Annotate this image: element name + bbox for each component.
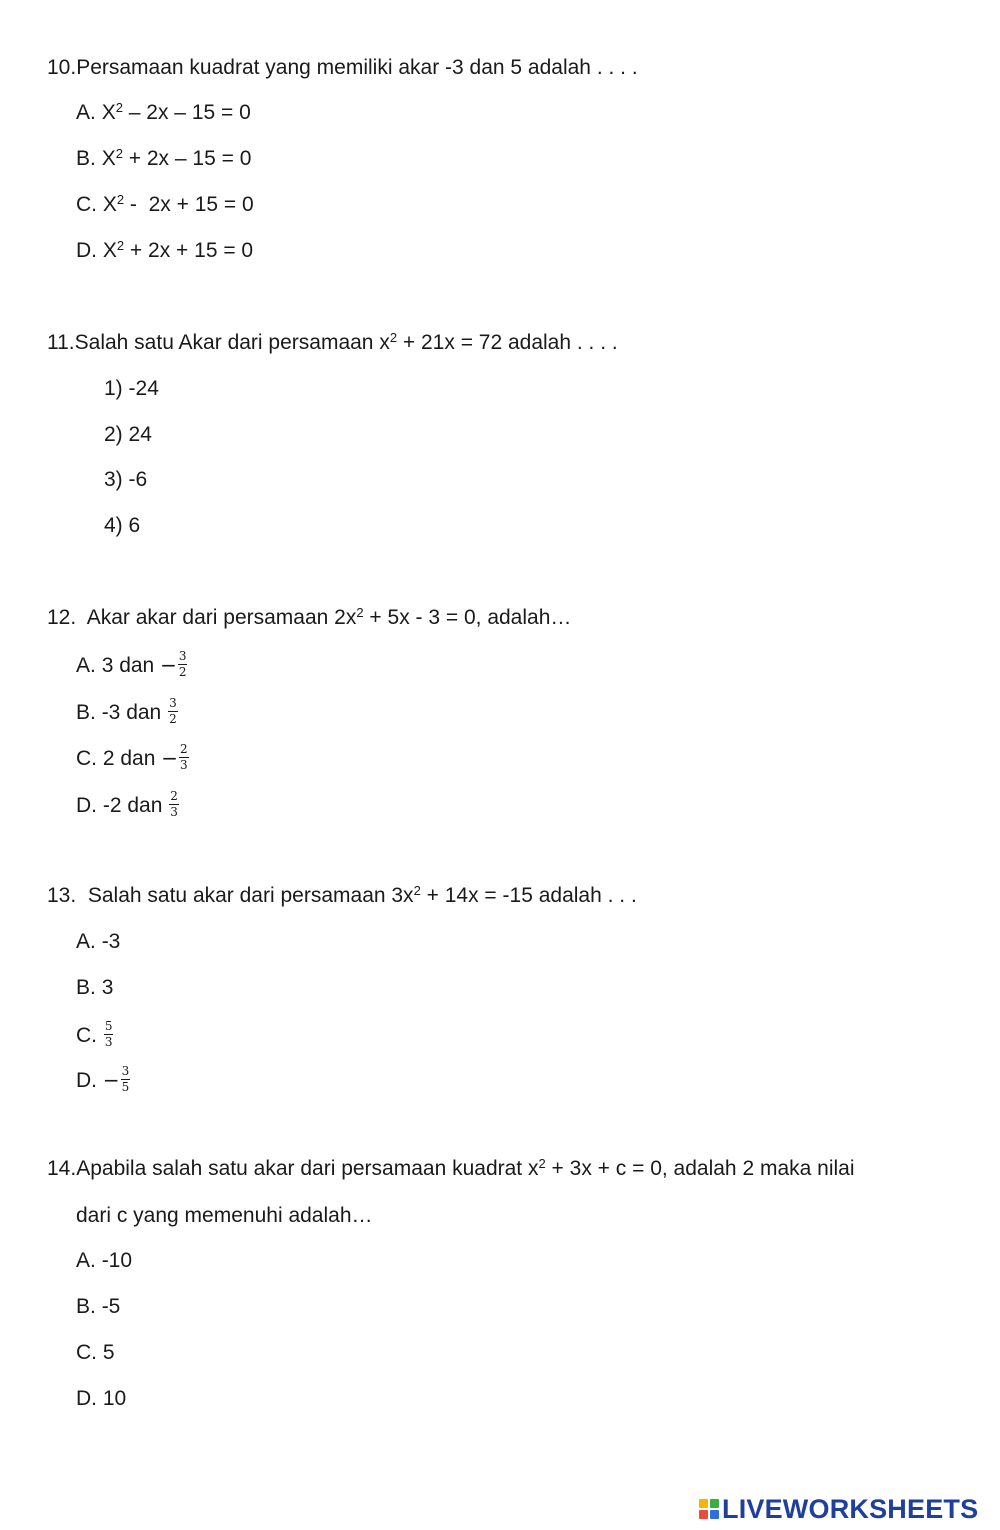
option[interactable]: A. -10 (76, 1249, 133, 1272)
option[interactable]: D. 10 (76, 1387, 127, 1410)
option[interactable]: C. $X^2 - 2x + 15 = 0$ (76, 192, 254, 216)
fraction: $\frac{2}{3}$ (180, 742, 188, 772)
option[interactable]: C. $\frac{5}{3}$ (76, 1019, 113, 1049)
question-12-title: 12. Akar akar dari persamaan $2x^2 + 5x - 3 = 0$, adalah… (47, 605, 572, 629)
option[interactable]: A. 3 dan − $\frac{3}{2}$ (76, 649, 187, 679)
option[interactable]: D. -2 dan $\frac{2}{3}$ (76, 789, 178, 819)
option[interactable]: 4) 6 (104, 514, 141, 537)
logo-grid-icon (699, 1499, 719, 1519)
option[interactable]: 2) 24 (104, 423, 152, 446)
question-13-title: 13. Salah satu akar dari persamaan $3x^2 + 14x = -15$ adalah . . . (47, 883, 637, 907)
question-10-title (47, 56, 638, 80)
question-number: 11. (47, 331, 75, 354)
question-number: 13. (47, 884, 77, 907)
option[interactable]: A. $X^2 - 2x - 15 = 0$ (76, 100, 251, 124)
option[interactable]: D. $X^2 + 2x + 15 = 0$ (76, 238, 254, 262)
fraction: $\frac{3}{2}$ (169, 696, 177, 726)
option[interactable]: A. -3 (76, 930, 121, 953)
option[interactable]: B. -5 (76, 1295, 121, 1318)
fraction: $\frac{5}{3}$ (104, 1019, 113, 1049)
liveworksheets-logo (699, 1494, 978, 1524)
option[interactable]: B. $X^2 + 2x - 15 = 0$ (76, 146, 252, 170)
question-11-title: 11.Salah satu Akar dari persamaan $x^2 + 21x = 72$ adalah . . . . (47, 330, 618, 354)
fraction: $\frac{3}{5}$ (121, 1064, 130, 1094)
option[interactable]: C. 2 dan − $\frac{2}{3}$ (76, 742, 188, 772)
question-text: Persamaan kuadrat yang memiliki akar -3 dan 5 adalah . . . . (76, 56, 638, 79)
logo-square-red (699, 1510, 708, 1519)
question-number: 12. (47, 606, 77, 629)
logo-square-blue (710, 1510, 719, 1519)
fraction: $\frac{3}{2}$ (178, 649, 187, 679)
fraction: $\frac{2}{3}$ (170, 789, 178, 819)
logo-text: LIVEWORKSHEETS (722, 1493, 979, 1524)
option[interactable]: 3) -6 (104, 468, 148, 491)
question-number: 10. (47, 56, 77, 79)
question-14-title: 14.Apabila salah satu akar dari persamaan kuadrat $x^2 + 3x + c = 0$, adalah 2 maka nilai (47, 1156, 855, 1180)
option[interactable]: D. − $\frac{3}{5}$ (76, 1064, 130, 1094)
option[interactable]: 1) -24 (104, 377, 159, 400)
option[interactable]: B. 3 (76, 976, 114, 999)
option[interactable]: C. 5 (76, 1341, 115, 1364)
option[interactable]: B. -3 dan $\frac{3}{2}$ (76, 696, 177, 726)
question-14-continuation: dari c yang memenuhi adalah… (76, 1204, 373, 1227)
question-number: 14. (47, 1157, 77, 1180)
logo-square-green (710, 1499, 719, 1508)
logo-square-yellow (699, 1499, 708, 1508)
